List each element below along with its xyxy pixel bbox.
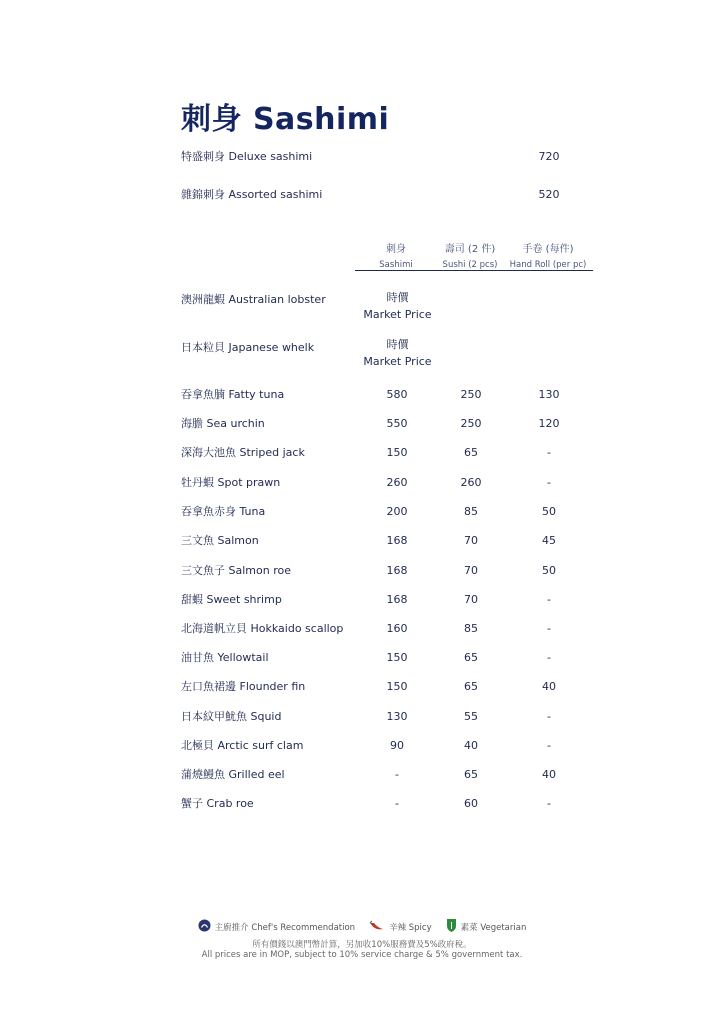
item-name: 深海大池魚 Striped jack: [181, 446, 305, 459]
sashimi-price: 580: [386, 388, 408, 401]
column-header-zh: 手卷 (每件): [522, 244, 574, 255]
legend: [0, 918, 724, 936]
sashimi-price: -: [395, 768, 399, 781]
sushi-price: 65: [464, 446, 478, 459]
page-title: 刺身 Sashimi: [181, 102, 390, 137]
item-name: 日本紋甲魷魚 Squid: [181, 710, 282, 723]
table-row: [181, 648, 601, 668]
item-name: 北海道帆立貝 Hokkaido scallop: [181, 622, 344, 635]
hand-roll-price: -: [547, 651, 551, 664]
hand-roll-price: 40: [542, 768, 556, 781]
legend-label: 素菜 Vegetarian: [460, 923, 527, 933]
hand-roll-price: -: [547, 797, 551, 810]
menu-item-deluxe-sashimi: [181, 147, 601, 167]
footnote-en: All prices are in MOP, subject to 10% service charge & 5% government tax.: [201, 950, 523, 960]
item-name: 三文魚 Salmon: [181, 534, 259, 547]
sashimi-price: 160: [386, 622, 408, 635]
sushi-price: 70: [464, 564, 478, 577]
table-row: [181, 385, 601, 405]
table-row: [181, 677, 601, 697]
legend-item-vegetarian: [446, 918, 527, 936]
market-price: [360, 336, 435, 370]
table-row: [181, 619, 601, 639]
table-row: [181, 531, 601, 551]
sushi-price: 65: [464, 680, 478, 693]
sushi-price: 85: [464, 505, 478, 518]
hand-roll-price: -: [547, 476, 551, 489]
hand-roll-price: -: [547, 622, 551, 635]
sushi-price: 260: [460, 476, 482, 489]
hand-roll-price: 130: [538, 388, 560, 401]
table-row: [181, 794, 601, 814]
table-row: [181, 502, 601, 522]
market-price-zh: 時價: [386, 338, 409, 351]
column-header-en: Hand Roll (per pc): [509, 260, 587, 270]
market-price: [360, 289, 435, 323]
item-name: 蟹子 Crab roe: [181, 797, 254, 810]
menu-item-assorted-sashimi: [181, 185, 601, 205]
table-row: [181, 561, 601, 581]
footnote-zh: 所有價錢以澳門幣計算，另加收10%服務費及5%政府稅。: [252, 940, 472, 950]
item-name: 三文魚子 Salmon roe: [181, 564, 291, 577]
sashimi-price: 168: [386, 593, 408, 606]
sashimi-price: 168: [386, 534, 408, 547]
sushi-price: 250: [460, 417, 482, 430]
table-row: [181, 473, 601, 493]
market-price-en: Market Price: [363, 355, 432, 368]
sushi-price: 60: [464, 797, 478, 810]
column-header-zh: 刺身: [386, 244, 406, 255]
column-header-sushi: [427, 243, 513, 272]
market-price-en: Market Price: [363, 308, 432, 321]
sashimi-price: 168: [386, 564, 408, 577]
sashimi-price: 260: [386, 476, 408, 489]
item-price: 520: [538, 188, 560, 201]
sushi-price: 65: [464, 768, 478, 781]
sushi-price: 70: [464, 534, 478, 547]
sushi-price: 70: [464, 593, 478, 606]
legend-item-spicy: [369, 920, 432, 935]
chef-hat-icon: [198, 919, 211, 935]
sushi-price: 85: [464, 622, 478, 635]
column-header-en: Sushi (2 pcs): [442, 260, 498, 270]
item-name: 吞拿魚腩 Fatty tuna: [181, 388, 285, 401]
column-header-hand-roll: [505, 243, 591, 272]
hand-roll-price: -: [547, 739, 551, 752]
item-name: 日本粒貝 Japanese whelk: [181, 341, 315, 354]
table-row: [181, 707, 601, 727]
item-price: 720: [538, 150, 560, 163]
column-header-zh: 壽司 (2 件): [444, 244, 496, 255]
header-divider: [355, 270, 593, 271]
hand-roll-price: 45: [542, 534, 556, 547]
hand-roll-price: 50: [542, 564, 556, 577]
item-name: 海膽 Sea urchin: [181, 417, 265, 430]
sashimi-price: 150: [386, 680, 408, 693]
hand-roll-price: 120: [538, 417, 560, 430]
hand-roll-price: 50: [542, 505, 556, 518]
item-name: 牡丹蝦 Spot prawn: [181, 476, 281, 489]
hand-roll-price: -: [547, 446, 551, 459]
chili-icon: [369, 920, 385, 935]
column-header-en: Sashimi: [379, 260, 413, 270]
sashimi-price: -: [395, 797, 399, 810]
item-name: 吞拿魚赤身 Tuna: [181, 505, 266, 518]
item-name: 蒲燒鰻魚 Grilled eel: [181, 768, 285, 781]
table-row: [181, 736, 601, 756]
table-row: [181, 590, 601, 610]
item-name: 油甘魚 Yellowtail: [181, 651, 269, 664]
item-name: 北極貝 Arctic surf clam: [181, 739, 304, 752]
sashimi-price: 130: [386, 710, 408, 723]
hand-roll-price: 40: [542, 680, 556, 693]
item-name: 澳洲龍蝦 Australian lobster: [181, 293, 326, 306]
sushi-price: 250: [460, 388, 482, 401]
legend-item-chef-recommendation: [198, 919, 355, 935]
item-name: 左口魚裙邊 Flounder fin: [181, 680, 306, 693]
leaf-icon: [446, 918, 457, 936]
hand-roll-price: -: [547, 593, 551, 606]
market-price-zh: 時價: [386, 291, 409, 304]
table-row: [181, 414, 601, 434]
sashimi-price: 550: [386, 417, 408, 430]
sashimi-price: 150: [386, 446, 408, 459]
legend-label: 辛辣 Spicy: [389, 923, 432, 933]
item-name: 甜蝦 Sweet shrimp: [181, 593, 282, 606]
sushi-price: 55: [464, 710, 478, 723]
item-name: 雜錦刺身 Assorted sashimi: [181, 188, 323, 201]
sushi-price: 40: [464, 739, 478, 752]
legend-label: 主廚推介 Chef's Recommendation: [214, 923, 356, 933]
table-row: [181, 765, 601, 785]
sashimi-price: 90: [390, 739, 404, 752]
sashimi-price: 200: [386, 505, 408, 518]
table-row: [181, 443, 601, 463]
hand-roll-price: -: [547, 710, 551, 723]
item-name: 特盛刺身 Deluxe sashimi: [181, 150, 313, 163]
sashimi-price: 150: [386, 651, 408, 664]
sushi-price: 65: [464, 651, 478, 664]
